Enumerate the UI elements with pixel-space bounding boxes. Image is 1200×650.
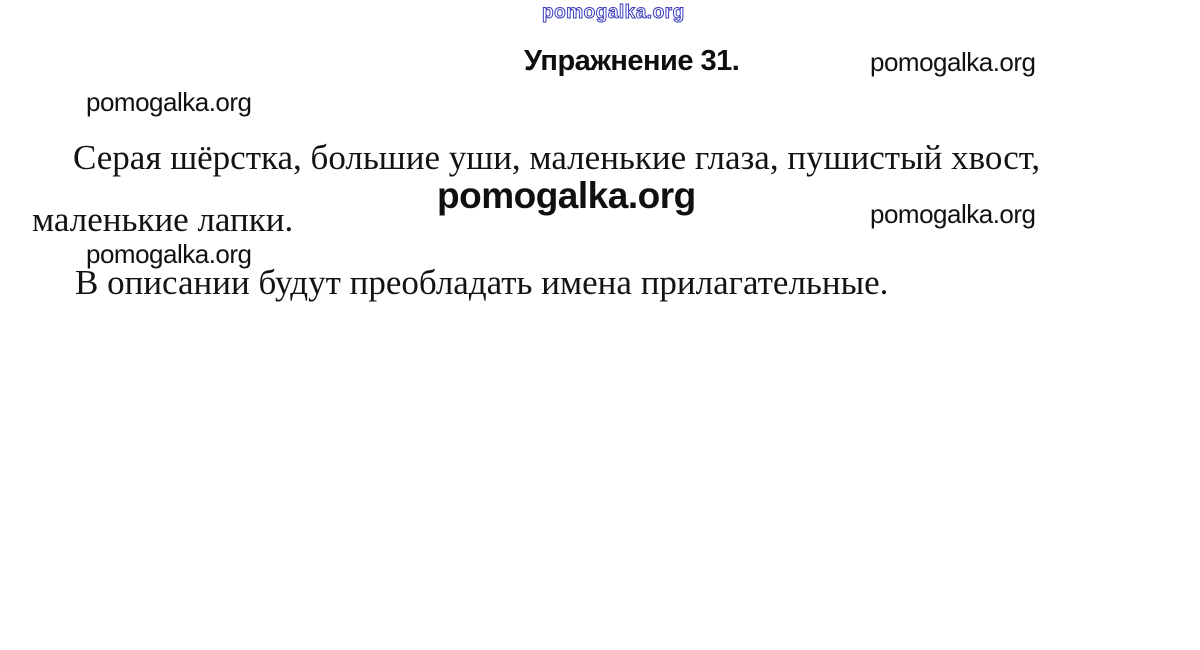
answer-line-3: В описании будут преобладать имена прилагательные. [75, 263, 889, 302]
watermark-left-lower: pomogalka.org [86, 239, 252, 269]
answer-line-2: маленькие лапки. [32, 200, 294, 239]
watermark-left-upper: pomogalka.org [86, 87, 252, 117]
exercise-title: Упражнение 31. [524, 45, 740, 77]
watermark-outline-top: pomogalka.org [542, 2, 685, 23]
watermark-right-middle: pomogalka.org [870, 199, 1036, 229]
answer-line-1: Серая шёрстка, большие уши, маленькие глаза, пушистый хвост, [73, 138, 1041, 177]
watermark-top-right: pomogalka.org [870, 47, 1036, 77]
watermark-center-large: pomogalka.org [437, 175, 696, 216]
